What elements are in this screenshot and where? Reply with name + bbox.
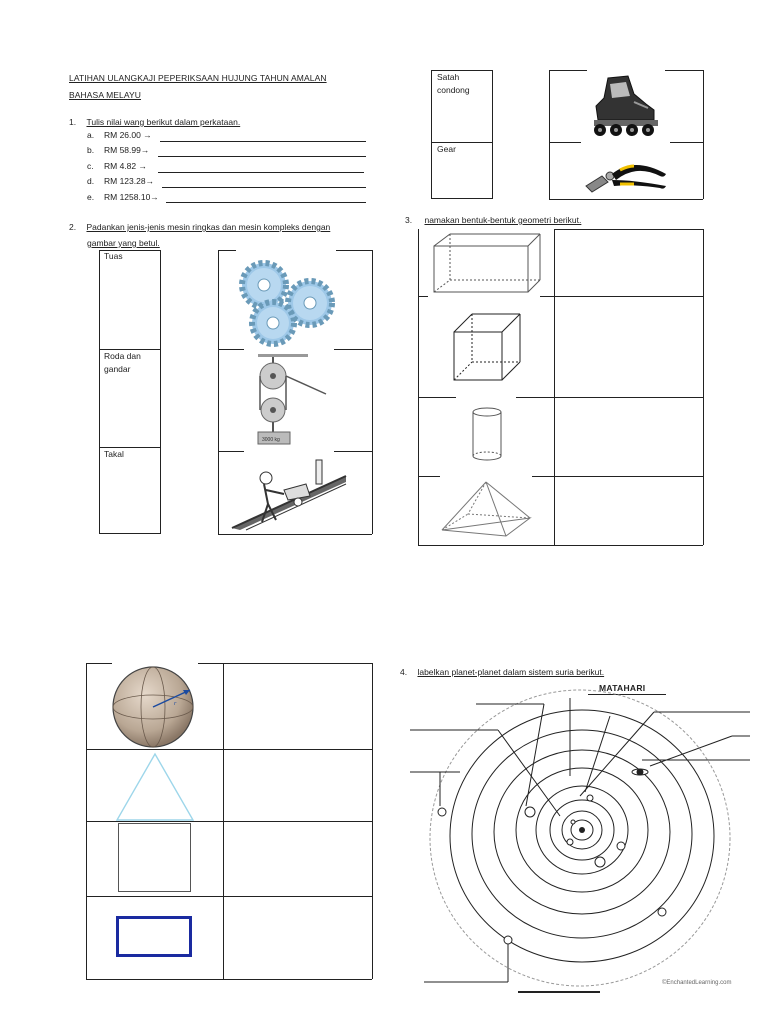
divider [218, 349, 244, 350]
solar-system-diagram [410, 696, 752, 998]
divider [554, 229, 555, 545]
divider [334, 349, 372, 350]
divider [198, 663, 372, 664]
q1-item-value: RM 58.99→ [104, 145, 150, 155]
q4-number: 4. [400, 667, 408, 677]
q1-number: 1. [69, 117, 77, 127]
sphere-shape [110, 664, 196, 750]
gear-icon [252, 302, 294, 344]
svg-text:r: r [174, 701, 177, 707]
q2-instruction-2: gambar yang betul. [87, 238, 160, 248]
pulley-picture [248, 352, 338, 450]
cube-shape [452, 312, 524, 384]
divider [516, 397, 703, 398]
divider [418, 229, 419, 545]
cuboid-shape [430, 230, 542, 296]
divider [86, 979, 372, 980]
q4-heading [400, 664, 604, 680]
sun-label-underline [588, 694, 666, 695]
q1-item-e [87, 190, 159, 206]
q1-item-d [87, 174, 155, 190]
divider [418, 476, 440, 477]
divider [549, 70, 587, 71]
divider [418, 545, 703, 546]
divider [549, 199, 703, 200]
q1-item-letter: c. [87, 161, 94, 171]
pulley-weight-label: 3000 kg [262, 437, 280, 443]
divider [218, 250, 236, 251]
rectangle-shape [116, 916, 192, 957]
watermark-text: ©EnchantedLearning.com [662, 980, 732, 986]
label-takal: Takal [104, 449, 124, 459]
divider [554, 229, 703, 230]
title-line-1: LATIHAN ULANGKAJI PEPERIKSAAN HUJUNG TAHUN AMALAN [69, 73, 327, 83]
divider [372, 250, 373, 534]
label-gear: Gear [437, 144, 456, 154]
divider [418, 397, 456, 398]
q1-answer-line-b[interactable] [158, 156, 366, 157]
q1-answer-line-a[interactable] [160, 141, 366, 142]
q1-answer-line-d[interactable] [162, 187, 366, 188]
gears-picture [236, 255, 336, 347]
sun-label: MATAHARI [599, 683, 646, 693]
divider [372, 663, 373, 979]
q1-item-value: RM 123.28→ [104, 176, 155, 186]
q2-label-column [99, 250, 161, 534]
divider [703, 70, 704, 199]
q3-number: 3. [405, 215, 413, 225]
q1-item-value: RM 26.00 → [104, 130, 152, 140]
q1-answer-line-c[interactable] [158, 172, 364, 173]
q1-item-letter: e. [87, 192, 95, 202]
divider [670, 142, 703, 143]
q1-item-c [87, 159, 147, 175]
divider [418, 296, 428, 297]
q4-instruction: labelkan planet-planet dalam sistem suria berikut. [417, 667, 605, 677]
q2-instruction-1: Padankan jenis-jenis mesin ringkas dan mesin kompleks dengan [86, 222, 331, 232]
divider [218, 534, 372, 535]
divider [703, 229, 704, 545]
q1-item-a [87, 128, 152, 144]
pyramid-shape [438, 478, 534, 542]
worksheet-title [69, 70, 327, 104]
divider [665, 70, 703, 71]
title-line-2: BAHASA MELAYU [69, 90, 142, 100]
divider [549, 70, 550, 199]
q1-item-value: RM 4.82 → [104, 161, 147, 171]
divider [86, 663, 112, 664]
sun-marker [579, 827, 585, 833]
divider [86, 896, 372, 897]
q1-item-value: RM 1258.10→ [104, 192, 159, 202]
divider [218, 250, 219, 534]
divider [549, 142, 581, 143]
q1-instruction: Tulis nilai wang berikut dalam perkataan. [86, 117, 241, 127]
triangle-shape [113, 752, 197, 822]
pliers-picture [584, 146, 670, 196]
divider [540, 296, 703, 297]
q1-item-letter: d. [87, 176, 95, 186]
inline-skate-picture [588, 74, 668, 138]
label-satah-condong: Satah condong [437, 72, 470, 95]
divider [336, 250, 372, 251]
square-shape [118, 823, 191, 892]
q1-item-letter: b. [87, 145, 95, 155]
q1-item-b [87, 143, 150, 159]
divider [218, 451, 244, 452]
q3-instruction: namakan bentuk-bentuk geometri berikut. [424, 215, 582, 225]
divider [334, 451, 372, 452]
q1-item-letter: a. [87, 130, 95, 140]
q2-number: 2. [69, 222, 77, 232]
q3-heading [405, 212, 581, 228]
q2-heading [69, 219, 330, 235]
q1-heading [69, 114, 240, 130]
gear-icon [242, 263, 286, 307]
cylinder-shape [470, 406, 506, 464]
inclined-plane-picture [226, 456, 350, 532]
q1-answer-line-e[interactable] [166, 202, 366, 203]
label-tuas: Tuas [104, 251, 123, 261]
label-roda-dan-gandar: Roda dan gandar [104, 351, 141, 374]
divider [532, 476, 703, 477]
